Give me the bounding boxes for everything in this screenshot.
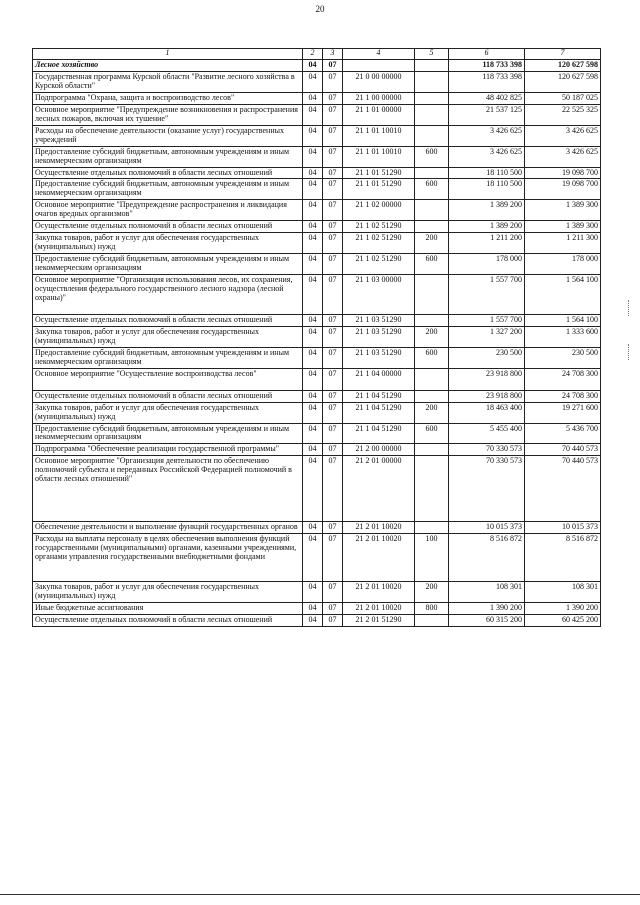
row-amount-year2: 10 015 373: [525, 522, 601, 534]
row-subsection: 07: [323, 326, 343, 347]
row-section: 04: [303, 71, 323, 92]
row-expense-type: 600: [415, 423, 449, 444]
table-row: [33, 146, 601, 167]
row-amount-year2: 8 516 872: [525, 534, 601, 582]
row-subsection: 07: [323, 522, 343, 534]
table-row: [33, 233, 601, 254]
table-row: [33, 275, 601, 315]
row-expense-type: 100: [415, 534, 449, 582]
column-header: 4: [343, 49, 415, 60]
row-name: Осуществление отдельных полномочий в области лесных отношений: [33, 314, 303, 326]
row-subsection: 07: [323, 167, 343, 179]
row-amount-year2: 19 098 700: [525, 167, 601, 179]
row-section: 04: [303, 444, 323, 456]
row-section: 04: [303, 104, 323, 125]
row-amount-year2: 70 440 573: [525, 456, 601, 522]
row-amount-year1: 1 327 200: [449, 326, 525, 347]
row-amount-year1: 1 557 700: [449, 314, 525, 326]
table-row: [33, 104, 601, 125]
row-expense-type: 200: [415, 233, 449, 254]
table-row: [33, 92, 601, 104]
row-target-code: 21 2 01 10020: [343, 534, 415, 582]
row-target-code: 21 2 01 51290: [343, 614, 415, 626]
row-amount-year2: 1 211 300: [525, 233, 601, 254]
row-amount-year1: 60 315 200: [449, 614, 525, 626]
row-section: 04: [303, 390, 323, 402]
row-target-code: 21 2 01 00000: [343, 456, 415, 522]
header-row: [33, 49, 601, 60]
table-row: [33, 347, 601, 368]
row-name: Предоставление субсидий бюджетным, автономным учреждениям и иным некоммерческим организациям: [33, 347, 303, 368]
row-expense-type: [415, 200, 449, 221]
row-target-code: 21 1 03 00000: [343, 275, 415, 315]
row-name: Основное мероприятие "Организация использования лесов, их сохранения, осуществления федерального государственного лесного надзора (лесной охраны)": [33, 275, 303, 315]
row-expense-type: 200: [415, 402, 449, 423]
row-expense-type: [415, 221, 449, 233]
row-section: 04: [303, 60, 323, 72]
row-subsection: 07: [323, 254, 343, 275]
row-amount-year1: 70 330 573: [449, 456, 525, 522]
table-row: [33, 314, 601, 326]
row-amount-year2: 24 708 300: [525, 368, 601, 390]
row-subsection: 07: [323, 390, 343, 402]
row-amount-year1: 1 211 200: [449, 233, 525, 254]
row-target-code: 21 1 02 51290: [343, 221, 415, 233]
row-expense-type: 600: [415, 179, 449, 200]
row-amount-year2: 24 708 300: [525, 390, 601, 402]
column-header: 2: [303, 49, 323, 60]
row-name: Лесное хозяйство: [33, 60, 303, 72]
row-section: 04: [303, 167, 323, 179]
row-section: 04: [303, 275, 323, 315]
table-row: [33, 179, 601, 200]
row-name: Расходы на выплаты персоналу в целях обеспечения выполнения функций государственными (муниципальными) органами, казенными учреждениями, органами управления государственными внебюджетными фондами: [33, 534, 303, 582]
row-subsection: 07: [323, 444, 343, 456]
row-subsection: 07: [323, 347, 343, 368]
row-section: 04: [303, 534, 323, 582]
page-bottom-rule: [0, 894, 640, 895]
row-subsection: 07: [323, 179, 343, 200]
row-target-code: 21 1 02 00000: [343, 200, 415, 221]
row-amount-year1: 3 426 625: [449, 125, 525, 146]
row-amount-year2: 50 187 025: [525, 92, 601, 104]
row-target-code: [343, 60, 415, 72]
table-row: [33, 200, 601, 221]
row-section: 04: [303, 146, 323, 167]
row-expense-type: [415, 456, 449, 522]
row-section: 04: [303, 582, 323, 603]
row-section: 04: [303, 614, 323, 626]
row-amount-year1: 108 301: [449, 582, 525, 603]
row-expense-type: [415, 125, 449, 146]
row-subsection: 07: [323, 125, 343, 146]
row-target-code: 21 2 01 10020: [343, 582, 415, 603]
row-name: Закупка товаров, работ и услуг для обеспечения государственных (муниципальных) нужд: [33, 402, 303, 423]
row-amount-year2: 1 333 600: [525, 326, 601, 347]
row-expense-type: [415, 104, 449, 125]
row-target-code: 21 1 02 51290: [343, 233, 415, 254]
row-name: Закупка товаров, работ и услуг для обеспечения государственных (муниципальных) нужд: [33, 233, 303, 254]
row-amount-year2: 1 389 300: [525, 200, 601, 221]
row-amount-year2: 22 525 325: [525, 104, 601, 125]
row-name: Основное мероприятие "Осуществление воспроизводства лесов": [33, 368, 303, 390]
row-amount-year2: 1 389 300: [525, 221, 601, 233]
row-amount-year1: 8 516 872: [449, 534, 525, 582]
row-subsection: 07: [323, 221, 343, 233]
row-name: Основное мероприятие "Предупреждение возникновения и распространения лесных пожаров, включая их тушение": [33, 104, 303, 125]
table-row: [33, 423, 601, 444]
row-target-code: 21 1 04 00000: [343, 368, 415, 390]
row-name: Расходы на обеспечение деятельности (оказание услуг) государственных учреждений: [33, 125, 303, 146]
row-section: 04: [303, 402, 323, 423]
row-subsection: 07: [323, 602, 343, 614]
row-section: 04: [303, 326, 323, 347]
row-amount-year2: 19 271 600: [525, 402, 601, 423]
row-amount-year2: 120 627 598: [525, 71, 601, 92]
margin-mark: [628, 300, 631, 316]
row-name: Осуществление отдельных полномочий в области лесных отношений: [33, 390, 303, 402]
row-expense-type: [415, 444, 449, 456]
row-expense-type: 800: [415, 602, 449, 614]
row-subsection: 07: [323, 233, 343, 254]
table-row: [33, 167, 601, 179]
table-row: [33, 368, 601, 390]
row-amount-year1: 1 557 700: [449, 275, 525, 315]
row-subsection: 07: [323, 368, 343, 390]
table-row: [33, 125, 601, 146]
row-section: 04: [303, 602, 323, 614]
row-name: Предоставление субсидий бюджетным, автономным учреждениям и иным некоммерческим организациям: [33, 146, 303, 167]
table-row: [33, 534, 601, 582]
row-name: Предоставление субсидий бюджетным, автономным учреждениям и иным некоммерческим организациям: [33, 423, 303, 444]
row-subsection: 07: [323, 275, 343, 315]
row-amount-year2: 1 390 200: [525, 602, 601, 614]
row-name: Основное мероприятие "Организация деятельности по обеспечению полномочий субъекта и переданных Российской Федерацией полномочий в области лесных отношений": [33, 456, 303, 522]
table-row: [33, 456, 601, 522]
row-target-code: 21 2 01 10020: [343, 522, 415, 534]
row-section: 04: [303, 314, 323, 326]
row-amount-year2: 70 440 573: [525, 444, 601, 456]
row-expense-type: [415, 167, 449, 179]
row-target-code: 21 1 04 51290: [343, 423, 415, 444]
row-amount-year1: 178 000: [449, 254, 525, 275]
row-amount-year1: 118 733 398: [449, 60, 525, 72]
row-name: Предоставление субсидий бюджетным, автономным учреждениям и иным некоммерческим организациям: [33, 254, 303, 275]
row-subsection: 07: [323, 456, 343, 522]
row-amount-year2: 19 098 700: [525, 179, 601, 200]
row-target-code: 21 1 03 51290: [343, 326, 415, 347]
row-amount-year1: 23 918 800: [449, 390, 525, 402]
column-header: 7: [525, 49, 601, 60]
row-expense-type: [415, 614, 449, 626]
budget-table: [32, 48, 601, 627]
row-name: Закупка товаров, работ и услуг для обеспечения государственных (муниципальных) нужд: [33, 326, 303, 347]
row-name: Предоставление субсидий бюджетным, автономным учреждениям и иным некоммерческим организациям: [33, 179, 303, 200]
row-amount-year1: 10 015 373: [449, 522, 525, 534]
row-subsection: 07: [323, 402, 343, 423]
row-target-code: 21 1 01 10010: [343, 146, 415, 167]
row-name: Иные бюджетные ассигнования: [33, 602, 303, 614]
row-name: Государственная программа Курской области "Развитие лесного хозяйства в Курской области": [33, 71, 303, 92]
row-subsection: 07: [323, 423, 343, 444]
row-section: 04: [303, 200, 323, 221]
row-target-code: 21 2 01 10020: [343, 602, 415, 614]
row-section: 04: [303, 92, 323, 104]
row-expense-type: [415, 71, 449, 92]
row-target-code: 21 1 01 51290: [343, 179, 415, 200]
row-amount-year1: 18 110 500: [449, 179, 525, 200]
row-subsection: 07: [323, 314, 343, 326]
row-name: Подпрограмма "Обеспечение реализации государственной программы": [33, 444, 303, 456]
row-amount-year1: 21 537 125: [449, 104, 525, 125]
row-amount-year2: 3 426 625: [525, 146, 601, 167]
row-amount-year1: 1 389 200: [449, 200, 525, 221]
row-amount-year1: 3 426 625: [449, 146, 525, 167]
row-amount-year2: 5 436 700: [525, 423, 601, 444]
row-subsection: 07: [323, 534, 343, 582]
table-row: [33, 60, 601, 72]
row-target-code: 21 1 00 00000: [343, 92, 415, 104]
table-row: [33, 71, 601, 92]
row-amount-year2: 230 500: [525, 347, 601, 368]
row-name: Осуществление отдельных полномочий в области лесных отношений: [33, 221, 303, 233]
row-section: 04: [303, 456, 323, 522]
row-subsection: 07: [323, 92, 343, 104]
row-amount-year1: 48 402 825: [449, 92, 525, 104]
row-amount-year1: 230 500: [449, 347, 525, 368]
row-expense-type: [415, 368, 449, 390]
row-subsection: 07: [323, 104, 343, 125]
table-row: [33, 390, 601, 402]
row-amount-year2: 1 564 100: [525, 314, 601, 326]
row-subsection: 07: [323, 614, 343, 626]
row-amount-year1: 18 110 500: [449, 167, 525, 179]
row-expense-type: [415, 390, 449, 402]
margin-mark: [628, 344, 631, 360]
row-expense-type: [415, 275, 449, 315]
row-name: Осуществление отдельных полномочий в области лесных отношений: [33, 167, 303, 179]
row-amount-year2: 3 426 625: [525, 125, 601, 146]
row-section: 04: [303, 347, 323, 368]
row-section: 04: [303, 522, 323, 534]
row-amount-year1: 118 733 398: [449, 71, 525, 92]
row-amount-year1: 18 463 400: [449, 402, 525, 423]
row-section: 04: [303, 233, 323, 254]
row-name: Осуществление отдельных полномочий в области лесных отношений: [33, 614, 303, 626]
column-header: 1: [33, 49, 303, 60]
row-target-code: 21 1 04 51290: [343, 390, 415, 402]
row-name: Подпрограмма "Охрана, защита и воспроизводство лесов": [33, 92, 303, 104]
row-expense-type: [415, 60, 449, 72]
row-target-code: 21 1 01 10010: [343, 125, 415, 146]
table-row: [33, 444, 601, 456]
row-section: 04: [303, 423, 323, 444]
row-name: Обеспечение деятельности и выполнение функций государственных органов: [33, 522, 303, 534]
row-expense-type: [415, 314, 449, 326]
row-target-code: 21 1 03 51290: [343, 347, 415, 368]
row-subsection: 07: [323, 71, 343, 92]
row-section: 04: [303, 179, 323, 200]
row-expense-type: 600: [415, 146, 449, 167]
table-row: [33, 221, 601, 233]
column-header: 3: [323, 49, 343, 60]
row-amount-year1: 1 390 200: [449, 602, 525, 614]
column-header: 6: [449, 49, 525, 60]
row-name: Закупка товаров, работ и услуг для обеспечения государственных (муниципальных) нужд: [33, 582, 303, 603]
row-section: 04: [303, 221, 323, 233]
row-target-code: 21 2 00 00000: [343, 444, 415, 456]
row-amount-year2: 120 627 598: [525, 60, 601, 72]
row-subsection: 07: [323, 60, 343, 72]
table-row: [33, 326, 601, 347]
row-expense-type: [415, 522, 449, 534]
row-expense-type: 600: [415, 347, 449, 368]
row-target-code: 21 0 00 00000: [343, 71, 415, 92]
row-expense-type: 600: [415, 254, 449, 275]
table-row: [33, 614, 601, 626]
row-subsection: 07: [323, 146, 343, 167]
row-target-code: 21 1 04 51290: [343, 402, 415, 423]
page-number: 20: [315, 4, 325, 14]
row-target-code: 21 1 01 00000: [343, 104, 415, 125]
table-body: [33, 60, 601, 627]
row-amount-year1: 5 455 400: [449, 423, 525, 444]
row-name: Основное мероприятие "Предупреждение распространения и ликвидация очагов вредных организмов": [33, 200, 303, 221]
row-expense-type: [415, 92, 449, 104]
row-amount-year1: 70 330 573: [449, 444, 525, 456]
row-expense-type: 200: [415, 326, 449, 347]
row-target-code: 21 1 01 51290: [343, 167, 415, 179]
row-subsection: 07: [323, 582, 343, 603]
row-amount-year2: 60 425 200: [525, 614, 601, 626]
table-row: [33, 522, 601, 534]
row-subsection: 07: [323, 200, 343, 221]
row-expense-type: 200: [415, 582, 449, 603]
row-amount-year1: 1 389 200: [449, 221, 525, 233]
table-row: [33, 602, 601, 614]
row-section: 04: [303, 254, 323, 275]
row-amount-year2: 178 000: [525, 254, 601, 275]
row-section: 04: [303, 125, 323, 146]
row-target-code: 21 1 03 51290: [343, 314, 415, 326]
row-target-code: 21 1 02 51290: [343, 254, 415, 275]
column-header: 5: [415, 49, 449, 60]
row-amount-year1: 23 918 800: [449, 368, 525, 390]
row-amount-year2: 1 564 100: [525, 275, 601, 315]
table-row: [33, 582, 601, 603]
row-section: 04: [303, 368, 323, 390]
row-amount-year2: 108 301: [525, 582, 601, 603]
table-row: [33, 402, 601, 423]
table-row: [33, 254, 601, 275]
